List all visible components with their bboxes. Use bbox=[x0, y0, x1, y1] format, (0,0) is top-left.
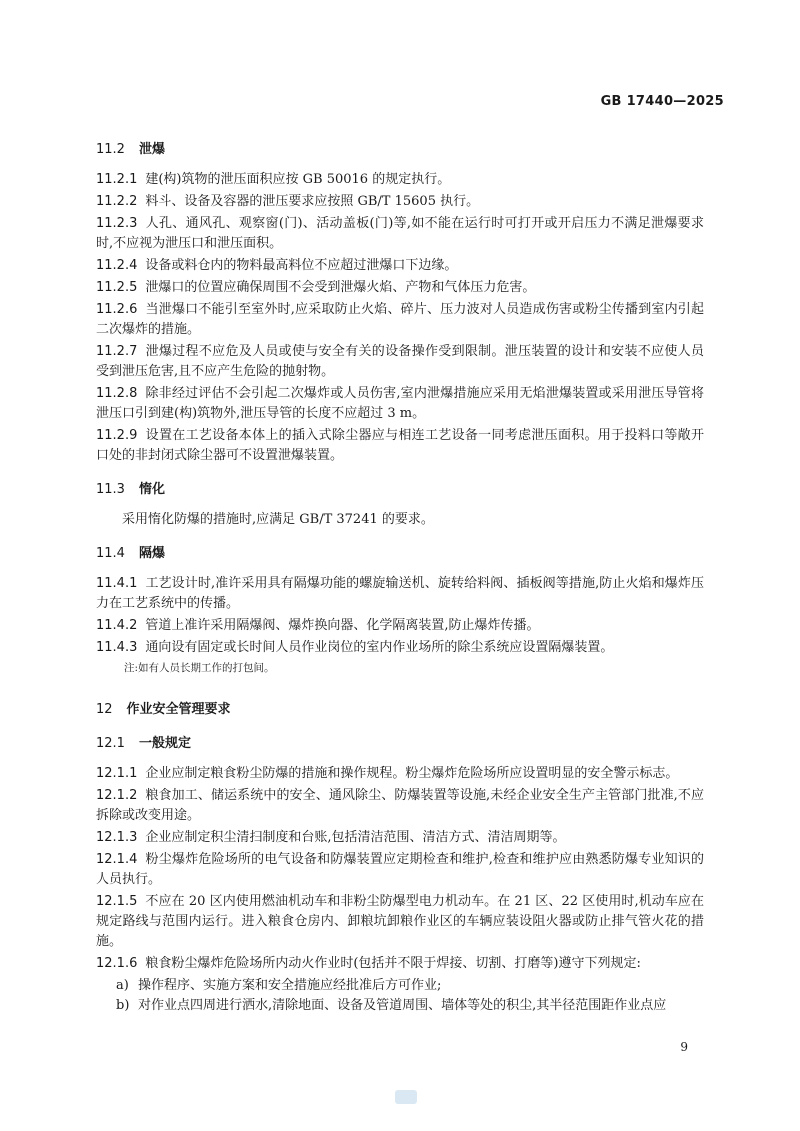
clause-number: 12.1.5 bbox=[96, 894, 138, 909]
clause-11-2-9 bbox=[96, 426, 704, 466]
clause-text: 人孔、通风孔、观察窗(门)、活动盖板(门)等,如不能在运行时可打开或开启压力不满足泄爆要求时,不应视为泄压口和泄压面积。 bbox=[96, 216, 704, 251]
section-12-heading bbox=[96, 700, 704, 720]
clause-number: 11.2.3 bbox=[96, 216, 138, 231]
clause-text: 企业应制定粮食粉尘防爆的措施和操作规程。粉尘爆炸危险场所应设置明显的安全警示标志。 bbox=[145, 766, 679, 781]
clause-12-1-6 bbox=[96, 954, 704, 974]
clause-12-1-5 bbox=[96, 892, 704, 952]
heading-number: 12.1 bbox=[96, 736, 125, 751]
heading-title: 一般规定 bbox=[138, 736, 191, 751]
clause-11-2-7 bbox=[96, 342, 704, 382]
clause-text: 设置在工艺设备本体上的插入式除尘器应与相连工艺设备一同考虑泄压面积。用于投料口等敞开口处的非封闭式除尘器可不设置泄爆装置。 bbox=[96, 428, 704, 463]
clause-text: 泄爆过程不应危及人员或使与安全有关的设备操作受到限制。泄压装置的设计和安装不应使人员受到泄压危害,且不应产生危险的抛射物。 bbox=[96, 344, 704, 379]
clause-number: 11.2.2 bbox=[96, 194, 138, 209]
clause-text: 粮食粉尘爆炸危险场所内动火作业时(包括并不限于焊接、切割、打磨等)遵守下列规定: bbox=[145, 956, 641, 971]
clause-number: 12.1.2 bbox=[96, 788, 138, 803]
list-marker: b) bbox=[116, 998, 130, 1013]
heading-number: 11.4 bbox=[96, 546, 125, 561]
clause-11-4-1 bbox=[96, 574, 704, 614]
clause-number: 12.1.1 bbox=[96, 766, 138, 781]
clause-number: 11.4.2 bbox=[96, 618, 138, 633]
list-text: 对作业点四周进行洒水,清除地面、设备及管道周围、墙体等处的积尘,其半径范围距作业点应 bbox=[138, 998, 667, 1013]
section-12-1-heading bbox=[96, 734, 704, 754]
section-11-3-heading bbox=[96, 480, 704, 500]
clause-11-2-6 bbox=[96, 300, 704, 340]
clause-12-1-1 bbox=[96, 764, 704, 784]
heading-number: 11.2 bbox=[96, 142, 125, 157]
clause-11-4-3 bbox=[96, 638, 704, 658]
heading-title: 作业安全管理要求 bbox=[126, 702, 231, 717]
clause-number: 12.1.6 bbox=[96, 956, 138, 971]
clause-number: 11.2.7 bbox=[96, 344, 138, 359]
clause-text: 粉尘爆炸危险场所的电气设备和防爆装置应定期检查和维护,检查和维护应由熟悉防爆专业知识的人员执行。 bbox=[96, 852, 704, 887]
clause-number: 11.2.8 bbox=[96, 386, 138, 401]
standard-code: GB 17440—2025 bbox=[600, 94, 724, 109]
heading-number: 11.3 bbox=[96, 482, 125, 497]
clause-11-2-8 bbox=[96, 384, 704, 424]
clause-text: 泄爆口的位置应确保周围不会受到泄爆火焰、产物和气体压力危害。 bbox=[145, 280, 536, 295]
clause-text: 企业应制定积尘清扫制度和台账,包括清洁范围、清洁方式、清洁周期等。 bbox=[145, 830, 566, 845]
clause-number: 11.2.9 bbox=[96, 428, 138, 443]
clause-number: 12.1.4 bbox=[96, 852, 138, 867]
clause-number: 11.2.6 bbox=[96, 302, 138, 317]
clause-11-2-1 bbox=[96, 170, 704, 190]
clause-text: 工艺设计时,准许采用具有隔爆功能的螺旋输送机、旋转给料阀、插板阀等措施,防止火焰和爆炸压力在工艺系统中的传播。 bbox=[96, 576, 704, 611]
heading-title: 泄爆 bbox=[138, 142, 165, 157]
clause-number: 11.2.5 bbox=[96, 280, 138, 295]
clause-text: 管道上准许采用隔爆阀、爆炸换向器、化学隔离装置,防止爆炸传播。 bbox=[145, 618, 540, 633]
heading-title: 惰化 bbox=[138, 482, 165, 497]
clause-12-1-2 bbox=[96, 786, 704, 826]
list-item bbox=[96, 976, 704, 996]
clause-text: 不应在 20 区内使用燃油机动车和非粉尘防爆型电力机动车。在 21 区、22 区使用时,机动车应在规定路线与范围内运行。进入粮食仓房内、卸粮坑卸粮作业区的车辆应装设阻火器或防止排气管火花的措施。 bbox=[96, 894, 704, 949]
list-item bbox=[96, 996, 704, 1016]
document-body bbox=[96, 140, 704, 1016]
clause-11-4-2 bbox=[96, 616, 704, 636]
clause-11-2-5 bbox=[96, 278, 704, 298]
paragraph: 采用惰化防爆的措施时,应满足 GB/T 37241 的要求。 bbox=[122, 512, 434, 527]
section-11-4-heading bbox=[96, 544, 704, 564]
clause-11-2-4 bbox=[96, 256, 704, 276]
note: 注:如有人员长期工作的打包间。 bbox=[124, 662, 275, 674]
clause-text: 料斗、设备及容器的泄压要求应按照 GB/T 15605 执行。 bbox=[145, 194, 480, 209]
list-marker: a) bbox=[116, 978, 129, 993]
heading-title: 隔爆 bbox=[138, 546, 165, 561]
clause-11-2-3 bbox=[96, 214, 704, 254]
clause-number: 11.4.1 bbox=[96, 576, 138, 591]
clause-text: 除非经过评估不会引起二次爆炸或人员伤害,室内泄爆措施应采用无焰泄爆装置或采用泄压导管将泄压口引到建(构)筑物外,泄压导管的长度不应超过 3 m。 bbox=[96, 386, 704, 421]
section-11-2-heading bbox=[96, 140, 704, 160]
clause-number: 11.2.1 bbox=[96, 172, 138, 187]
clause-number: 11.4.3 bbox=[96, 640, 138, 655]
clause-text: 当泄爆口不能引至室外时,应采取防止火焰、碎片、压力波对人员造成伤害或粉尘传播到室内引起二次爆炸的措施。 bbox=[96, 302, 704, 337]
clause-12-1-3 bbox=[96, 828, 704, 848]
clause-text: 设备或料仓内的物料最高料位不应超过泄爆口下边缘。 bbox=[145, 258, 458, 273]
heading-number: 12 bbox=[96, 702, 113, 717]
publisher-logo-icon bbox=[395, 1090, 417, 1104]
clause-12-1-4 bbox=[96, 850, 704, 890]
clause-text: 建(构)筑物的泄压面积应按 GB 50016 的规定执行。 bbox=[145, 172, 451, 187]
clause-text: 粮食加工、储运系统中的安全、通风除尘、防爆装置等设施,未经企业安全生产主管部门批准,不应拆除或改变用途。 bbox=[96, 788, 704, 823]
clause-number: 11.2.4 bbox=[96, 258, 138, 273]
clause-text: 通向设有固定或长时间人员作业岗位的室内作业场所的除尘系统应设置隔爆装置。 bbox=[145, 640, 614, 655]
page-number: 9 bbox=[680, 1040, 688, 1054]
clause-11-2-2 bbox=[96, 192, 704, 212]
clause-number: 12.1.3 bbox=[96, 830, 138, 845]
list-text: 操作程序、实施方案和安全措施应经批准后方可作业; bbox=[138, 978, 442, 993]
